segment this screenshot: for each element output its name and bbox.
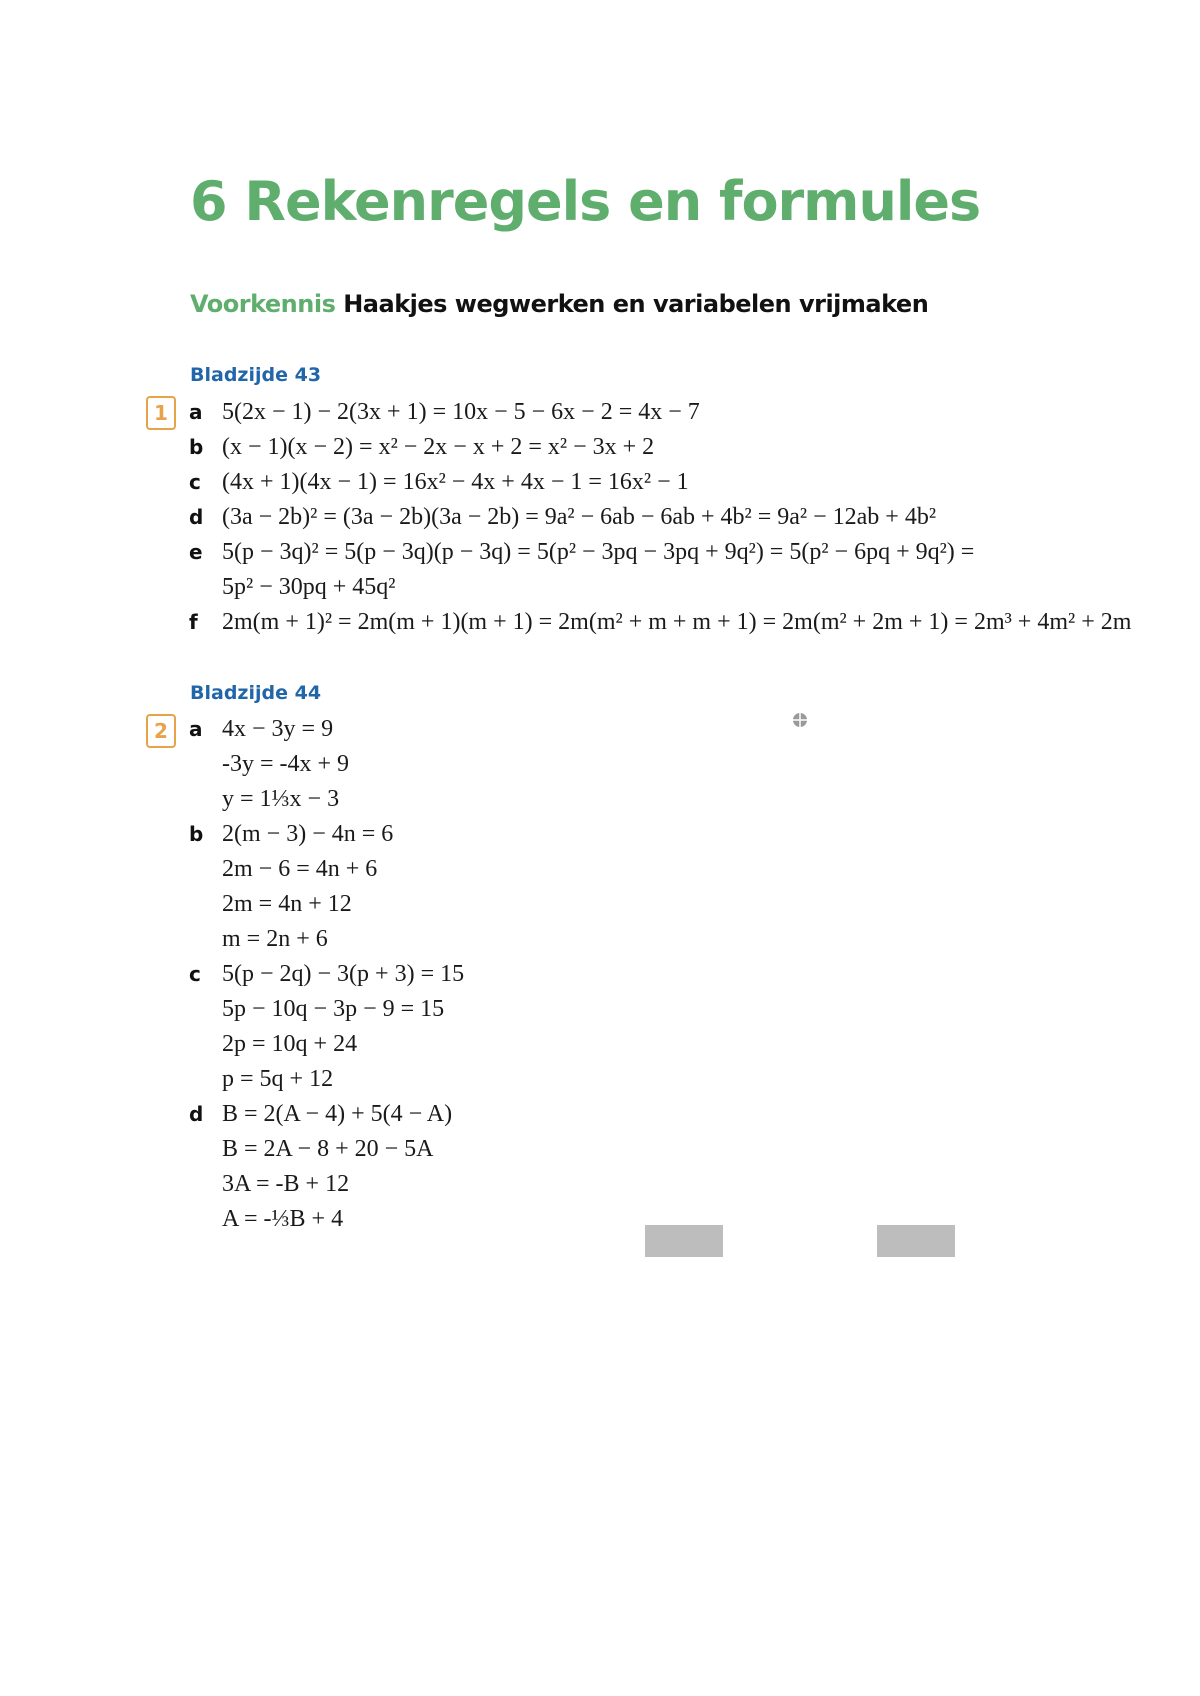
equation-line: 5(p − 3q)² = 5(p − 3q)(p − 3q) = 5(p² − 3pq − 3pq + 9q²) = 5(p² − 6pq + 9q²) = (222, 539, 975, 565)
exercise-number-1: 1 (146, 396, 176, 430)
equation-line: -3y = -4x + 9 (222, 751, 350, 777)
redaction-block (877, 1225, 955, 1257)
section-title (190, 290, 928, 318)
page-reference-43: Bladzijde 43 (190, 364, 322, 386)
equation-line: m = 2n + 6 (222, 926, 328, 952)
part-letter: c (189, 962, 201, 986)
redaction-block (645, 1225, 723, 1257)
equation-line: B = 2(A − 4) + 5(4 − A) (222, 1101, 453, 1127)
equation-line: 5(p − 2q) − 3(p + 3) = 15 (222, 961, 465, 987)
part-letter: b (189, 435, 204, 459)
equation-line: (4x + 1)(4x − 1) = 16x² − 4x + 4x − 1 = 16x² − 1 (222, 469, 689, 495)
equation-line: 2m(m + 1)² = 2m(m + 1)(m + 1) = 2m(m² + m + m + 1) = 2m(m² + 2m + 1) = 2m³ + 4m² + 2m (222, 609, 1132, 635)
part-letter: a (189, 717, 203, 741)
equation-line: 2m − 6 = 4n + 6 (222, 856, 378, 882)
section-main-title: Haakjes wegwerken en variabelen vrijmaken (343, 290, 929, 318)
equation-line: 2(m − 3) − 4n = 6 (222, 821, 394, 847)
equation-line: 5p² − 30pq + 45q² (222, 574, 396, 600)
part-letter: a (189, 400, 203, 424)
equation-line: 5p − 10q − 3p − 9 = 15 (222, 996, 445, 1022)
part-letter: b (189, 822, 204, 846)
crosshair-icon (792, 712, 808, 728)
equation-line: p = 5q + 12 (222, 1066, 334, 1092)
equation-line: 2m = 4n + 12 (222, 891, 352, 917)
equation-line: 5(2x − 1) − 2(3x + 1) = 10x − 5 − 6x − 2 = 4x − 7 (222, 399, 700, 425)
chapter-title: 6 Rekenregels en formules (190, 170, 981, 233)
equation-line: 4x − 3y = 9 (222, 716, 334, 742)
equation-line: 3A = -B + 12 (222, 1171, 350, 1197)
equation-line: y = 1⅓x − 3 (222, 786, 340, 812)
equation-line: A = -⅓B + 4 (222, 1206, 344, 1232)
section-prefix: Voorkennis (190, 290, 336, 318)
equation-line: (x − 1)(x − 2) = x² − 2x − x + 2 = x² − 3x + 2 (222, 434, 655, 460)
part-letter: e (189, 540, 203, 564)
part-letter: f (189, 610, 198, 634)
part-letter: d (189, 505, 204, 529)
equation-line: 2p = 10q + 24 (222, 1031, 358, 1057)
part-letter: d (189, 1102, 204, 1126)
equation-line: B = 2A − 8 + 20 − 5A (222, 1136, 434, 1162)
exercise-number-2: 2 (146, 714, 176, 748)
part-letter: c (189, 470, 201, 494)
page-reference-44: Bladzijde 44 (190, 682, 322, 704)
equation-line: (3a − 2b)² = (3a − 2b)(3a − 2b) = 9a² − 6ab − 6ab + 4b² = 9a² − 12ab + 4b² (222, 504, 937, 530)
